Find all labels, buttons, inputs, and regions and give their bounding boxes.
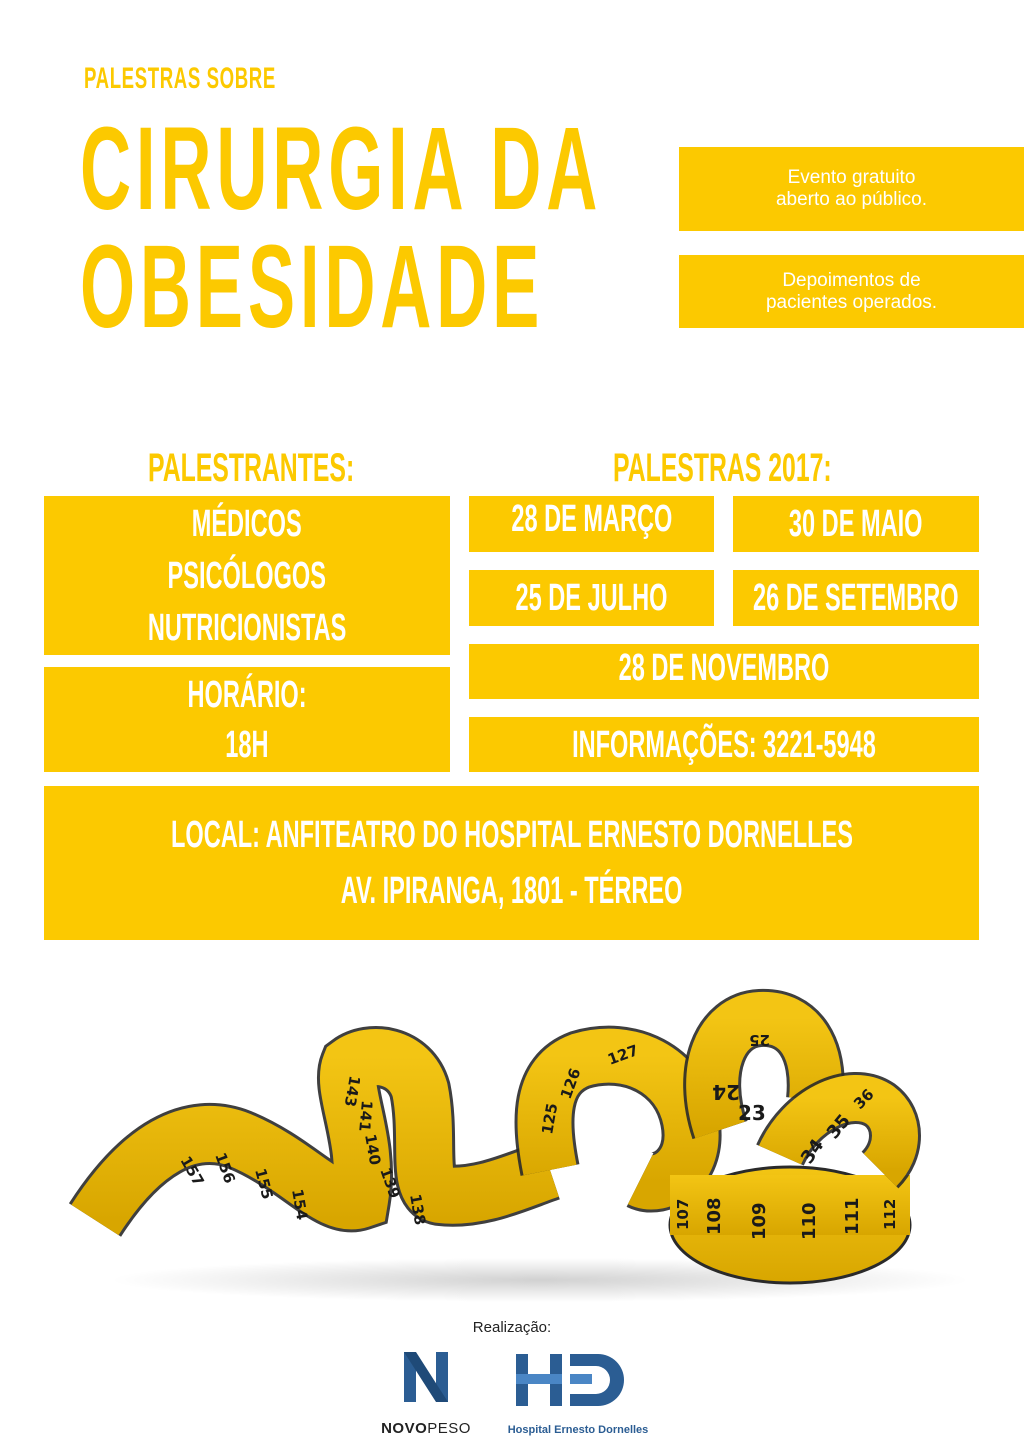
novopeso-wordmark <box>376 1420 476 1437</box>
date-box <box>469 570 714 626</box>
schedule-heading: PALESTRAS 2017: <box>613 446 832 490</box>
tape-number: 125 <box>538 1101 562 1136</box>
tape-strip-left <box>95 1057 550 1220</box>
tape-number: 139 <box>376 1165 404 1201</box>
tape-number: 143 <box>340 1074 364 1109</box>
highlight-line: Depoimentos de <box>782 269 921 291</box>
tape-number: 112 <box>881 1198 899 1230</box>
speaker-item: NUTRICIONISTAS <box>147 606 347 649</box>
tape-number: 140 <box>361 1132 385 1167</box>
date-text: 25 DE JULHO <box>515 577 668 619</box>
hed-mark-icon <box>498 1350 658 1410</box>
location-line-2: AV. IPIRANGA, 1801 - TÉRREO <box>340 870 683 912</box>
tape-number: 154 <box>288 1187 312 1222</box>
tape-number: 155 <box>251 1166 277 1202</box>
date-box <box>469 496 714 552</box>
location-line-1: LOCAL: ANFITEATRO DO HOSPITAL ERNESTO DORNELLES <box>170 814 853 856</box>
date-box <box>733 570 979 626</box>
date-text: 30 DE MAIO <box>789 503 923 545</box>
realizacao-label: Realização: <box>472 1319 552 1336</box>
location-box <box>44 786 979 940</box>
tape-number: 23 <box>738 1101 766 1125</box>
tape-number: 127 <box>605 1041 641 1069</box>
date-box <box>733 496 979 552</box>
info-box <box>469 717 979 772</box>
novopeso-letter: N <box>425 1386 427 1387</box>
novopeso-logo <box>376 1350 476 1442</box>
highlight-testimonials <box>679 255 1024 328</box>
hed-name: Hospital Ernesto Dornelles <box>507 1424 649 1436</box>
time-label: HORÁRIO: <box>187 673 307 716</box>
highlight-line: Evento gratuito <box>787 167 916 188</box>
date-text: 28 DE NOVEMBRO <box>618 647 830 689</box>
tape-number: 111 <box>842 1197 863 1235</box>
highlight-line: pacientes operados. <box>765 291 938 313</box>
tape-number: 126 <box>556 1065 585 1102</box>
highlight-line: aberto ao público. <box>775 189 928 210</box>
speakers-box <box>44 496 450 655</box>
tape-measure-illustration <box>0 980 1024 1310</box>
novopeso-word-light: PESO <box>427 1420 471 1437</box>
tape-number: 138 <box>406 1192 430 1227</box>
tape-number: 156 <box>211 1150 239 1186</box>
tape-number: 157 <box>176 1153 208 1190</box>
time-box <box>44 667 450 772</box>
highlight-free-event <box>679 147 1024 231</box>
tape-number: 36 <box>850 1085 878 1113</box>
tape-number: 109 <box>749 1202 770 1240</box>
novopeso-word-bold: NOVO <box>381 1420 428 1437</box>
info-phone: INFORMAÇÕES: 3221-5948 <box>572 723 876 766</box>
tape-number: 35 <box>822 1110 855 1144</box>
tape-number: 24 <box>712 1080 740 1104</box>
speakers-heading: PALESTRANTES: <box>148 446 355 490</box>
date-box-wide <box>469 644 979 699</box>
eyebrow-text: PALESTRAS SOBRE <box>84 62 276 95</box>
speaker-item: PSICÓLOGOS <box>167 554 327 597</box>
date-text: 28 DE MARÇO <box>510 498 673 540</box>
tape-number: 25 <box>749 1031 770 1049</box>
date-text: 26 DE SETEMBRO <box>753 577 959 619</box>
tape-number: 107 <box>674 1198 692 1230</box>
tape-number: 141 <box>355 1099 376 1133</box>
tape-number: 108 <box>704 1197 725 1235</box>
tape-number: 34 <box>796 1135 829 1168</box>
speaker-item: MÉDICOS <box>192 502 302 545</box>
tape-number: 110 <box>799 1202 820 1240</box>
page-title-line-2: OBESIDADE <box>80 221 545 353</box>
hed-mark-text: HED <box>578 1390 581 1391</box>
time-value: 18H <box>225 723 269 766</box>
page-title-line-1: CIRURGIA DA <box>80 103 603 235</box>
hed-logo <box>498 1350 658 1442</box>
